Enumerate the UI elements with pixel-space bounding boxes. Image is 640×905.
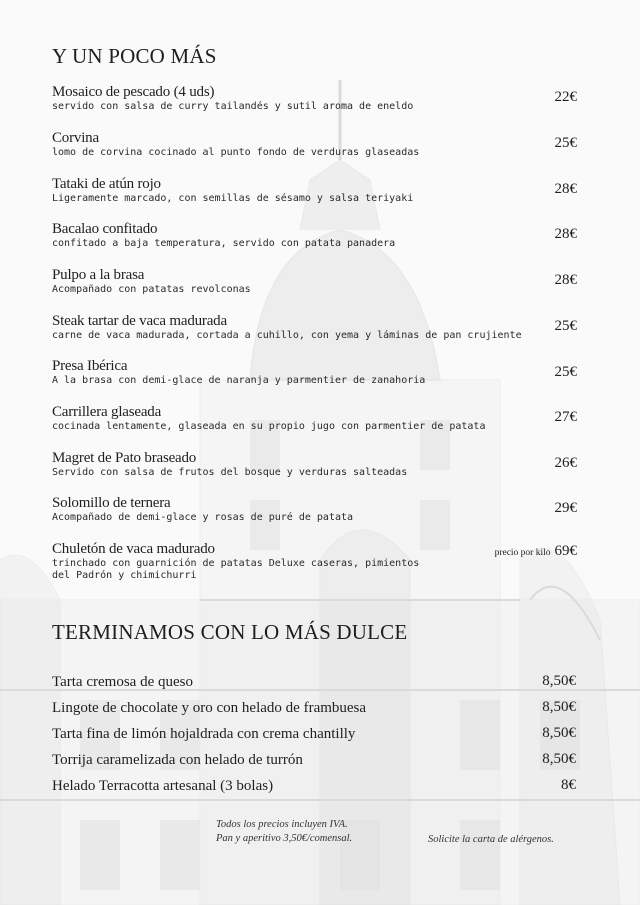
dish-price: 29€ bbox=[554, 500, 577, 516]
dish-price: 28€ bbox=[554, 226, 577, 242]
dessert-item bbox=[52, 673, 576, 693]
dish-price: 26€ bbox=[554, 455, 577, 471]
dish-item bbox=[52, 176, 582, 205]
dish-description: trinchado con guarnición de patatas Deluxe caseras, pimientos del Padrón y chimichurri bbox=[52, 558, 420, 581]
dish-price: 27€ bbox=[554, 409, 577, 425]
dish-price-group bbox=[495, 543, 577, 560]
dessert-price: 8,50€ bbox=[542, 725, 576, 741]
dessert-item bbox=[52, 751, 576, 771]
dessert-item bbox=[52, 699, 576, 719]
dish-item bbox=[52, 450, 582, 479]
dish-name: Chuletón de vaca madurado bbox=[52, 541, 215, 557]
dish-item bbox=[52, 267, 582, 296]
dish-name: Bacalao confitado bbox=[52, 221, 158, 237]
dessert-price: 8,50€ bbox=[542, 699, 576, 715]
dish-item bbox=[52, 404, 582, 433]
dessert-price: 8€ bbox=[561, 777, 576, 793]
dessert-name: Torrija caramelizada con helado de turrón bbox=[52, 752, 303, 768]
dish-price: 22€ bbox=[554, 89, 577, 105]
dish-name: Presa Ibérica bbox=[52, 358, 128, 374]
dessert-name: Helado Terracotta artesanal (3 bolas) bbox=[52, 778, 274, 794]
dish-item bbox=[52, 313, 582, 342]
dessert-name: Tarta fina de limón hojaldrada con crema chantilly bbox=[52, 726, 356, 742]
dish-name: Corvina bbox=[52, 130, 99, 146]
dish-description: carne de vaca madurada, cortada a cuhillo, con yema y láminas de pan crujiente bbox=[52, 330, 522, 341]
dish-description: Acompañado con patatas revolconas bbox=[52, 284, 251, 295]
dish-item bbox=[52, 358, 582, 387]
dessert-price: 8,50€ bbox=[542, 751, 576, 767]
dish-name: Pulpo a la brasa bbox=[52, 267, 145, 283]
dish-description: Ligeramente marcado, con semillas de sésamo y salsa teriyaki bbox=[52, 193, 414, 204]
dish-item bbox=[52, 541, 582, 582]
dessert-item bbox=[52, 777, 576, 797]
dish-description: confitado a baja temperatura, servido con patata panadera bbox=[52, 238, 396, 249]
dish-description: Servido con salsa de frutos del bosque y verduras salteadas bbox=[52, 467, 408, 478]
dish-item bbox=[52, 221, 582, 250]
dish-price: 25€ bbox=[554, 135, 577, 151]
dish-description: A la brasa con demi-glace de naranja y parmentier de zanahoria bbox=[52, 375, 426, 386]
bread-note: Pan y aperitivo 3,50€/comensal. bbox=[216, 833, 353, 844]
dish-item bbox=[52, 130, 582, 159]
dish-name: Tataki de atún rojo bbox=[52, 176, 161, 192]
dish-description: servido con salsa de curry tailandés y sutil aroma de eneldo bbox=[52, 101, 414, 112]
footer-prices-note bbox=[216, 818, 352, 846]
dish-item bbox=[52, 84, 582, 113]
section-title-main: Y UN POCO MÁS bbox=[52, 44, 217, 68]
dessert-item bbox=[52, 725, 576, 745]
dish-name: Steak tartar de vaca madurada bbox=[52, 313, 227, 329]
dish-price: 69€ bbox=[554, 543, 577, 559]
dish-price: 25€ bbox=[554, 318, 577, 334]
dish-description: Acompañado de demi-glace y rosas de puré de patata bbox=[52, 512, 354, 523]
dish-name: Magret de Pato braseado bbox=[52, 450, 197, 466]
dish-name: Mosaico de pescado (4 uds) bbox=[52, 84, 215, 100]
dessert-name: Lingote de chocolate y oro con helado de frambuesa bbox=[52, 700, 367, 716]
iva-note: Todos los precios incluyen IVA. bbox=[216, 819, 348, 830]
dessert-price: 8,50€ bbox=[542, 673, 576, 689]
dish-price: 28€ bbox=[554, 181, 577, 197]
dish-name: Solomillo de ternera bbox=[52, 495, 171, 511]
dish-price: 28€ bbox=[554, 272, 577, 288]
dish-item bbox=[52, 495, 582, 524]
dessert-name: Tarta cremosa de queso bbox=[52, 674, 193, 690]
dish-description: cocinada lentamente, glaseada en su propio jugo con parmentier de patata bbox=[52, 421, 486, 432]
dish-name: Carrillera glaseada bbox=[52, 404, 162, 420]
section-title-desserts: TERMINAMOS CON LO MÁS DULCE bbox=[52, 620, 408, 644]
price-per-kilo-note: precio por kilo bbox=[494, 548, 551, 558]
dish-description: lomo de corvina cocinado al punto fondo de verduras glaseadas bbox=[52, 147, 420, 158]
dish-price: 25€ bbox=[554, 364, 577, 380]
allergens-note: Solicite la carta de alérgenos. bbox=[428, 834, 554, 845]
